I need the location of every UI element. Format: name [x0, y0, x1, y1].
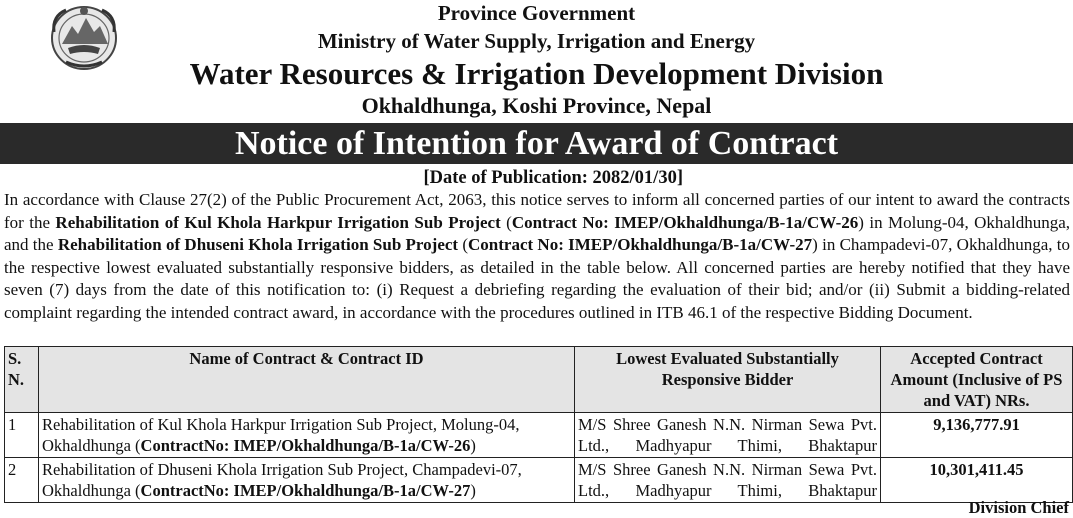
contract-award-table [4, 346, 1073, 503]
notice-body-paragraph [4, 189, 1070, 325]
table-row [5, 413, 1073, 458]
location-heading: Okhaldhunga, Koshi Province, Nepal [361, 93, 712, 118]
header-contract-name: Name of Contract & Contract ID [39, 347, 575, 413]
body-text-segment: ( [458, 235, 469, 255]
table-row [5, 458, 1073, 503]
header-sn: S. N. [5, 347, 39, 413]
body-text-segment: ( [500, 212, 512, 232]
signature-title: Division Chief [968, 498, 1069, 517]
row-amount: 10,301,411.45 [881, 458, 1073, 503]
row-sn: 2 [5, 458, 39, 503]
body-text-segment: ) in Champadevi-07, Okhaldhunga, to the respective lowest evaluated substantially responsive bidders, as detailed in the table below. All concerned parties are hereby notified that they have seven (7) days from the date of this notification to: (i) Request a debriefing regarding the evaluation of their bid; and/or (ii) Submit a bidding-related complaint regarding the intended contract award, in accordance with the procedures outlined in ITB 46.1 of the respective Bidding Document. [4, 235, 1071, 322]
contract-name-close: ) [470, 436, 476, 455]
contract-name-text: Rehabilitation of Dhuseni Khola Irrigation Sub Project, Champadevi-07, Okhaldhunga ( [42, 460, 522, 500]
body-text-segment: In accordance with Clause 27(2) of the Public Procurement Act, 2063, this notice serves to inform all concerned parties of our intent to award the contracts for the [4, 190, 1070, 232]
row-sn: 1 [5, 413, 39, 458]
row-contract-name [39, 413, 575, 458]
table-header-row [5, 347, 1073, 413]
project-name-2: Rehabilitation of Dhuseni Khola Irrigation Sub Project [57, 235, 459, 255]
header-amount: Accepted Contract Amount (Inclusive of PS and VAT) NRs. [881, 347, 1073, 413]
contract-id: ContractNo: IMEP/Okhaldhunga/B-1a/CW-26 [140, 436, 471, 455]
province-government-heading: Province Government [437, 1, 636, 25]
row-bidder: M/S Shree Ganesh N.N. Nirman Sewa Pvt. Ltd., Madhyapur Thimi, Bhaktapur [575, 458, 881, 503]
contract-id-1: Contract No: IMEP/Okhaldhunga/B-1a/CW-26 [511, 212, 859, 232]
row-contract-name [39, 458, 575, 503]
division-heading: Water Resources & Irrigation Development Division [189, 56, 884, 91]
contract-name-close: ) [470, 481, 476, 500]
publication-date: [Date of Publication: 2082/01/30] [423, 168, 683, 188]
header-bidder: Lowest Evaluated Substantially Responsive Bidder [575, 347, 881, 413]
ministry-heading: Ministry of Water Supply, Irrigation and Energy [317, 29, 756, 53]
row-bidder: M/S Shree Ganesh N.N. Nirman Sewa Pvt. Ltd., Madhyapur Thimi, Bhaktapur [575, 413, 881, 458]
row-amount: 9,136,777.91 [881, 413, 1073, 458]
contract-id-2: Contract No: IMEP/Okhaldhunga/B-1a/CW-27 [468, 235, 813, 255]
contract-id: ContractNo: IMEP/Okhaldhunga/B-1a/CW-27 [140, 481, 471, 500]
project-name-1: Rehabilitation of Kul Khola Harkpur Irrigation Sub Project [55, 212, 501, 232]
contract-name-text: Rehabilitation of Kul Khola Harkpur Irrigation Sub Project, Molung-04, Okhaldhunga ( [42, 415, 520, 455]
body-text-segment: ) in Molung-04, Okhaldhunga, and the [4, 212, 1070, 255]
notice-title-banner: Notice of Intention for Award of Contract [0, 123, 1073, 164]
